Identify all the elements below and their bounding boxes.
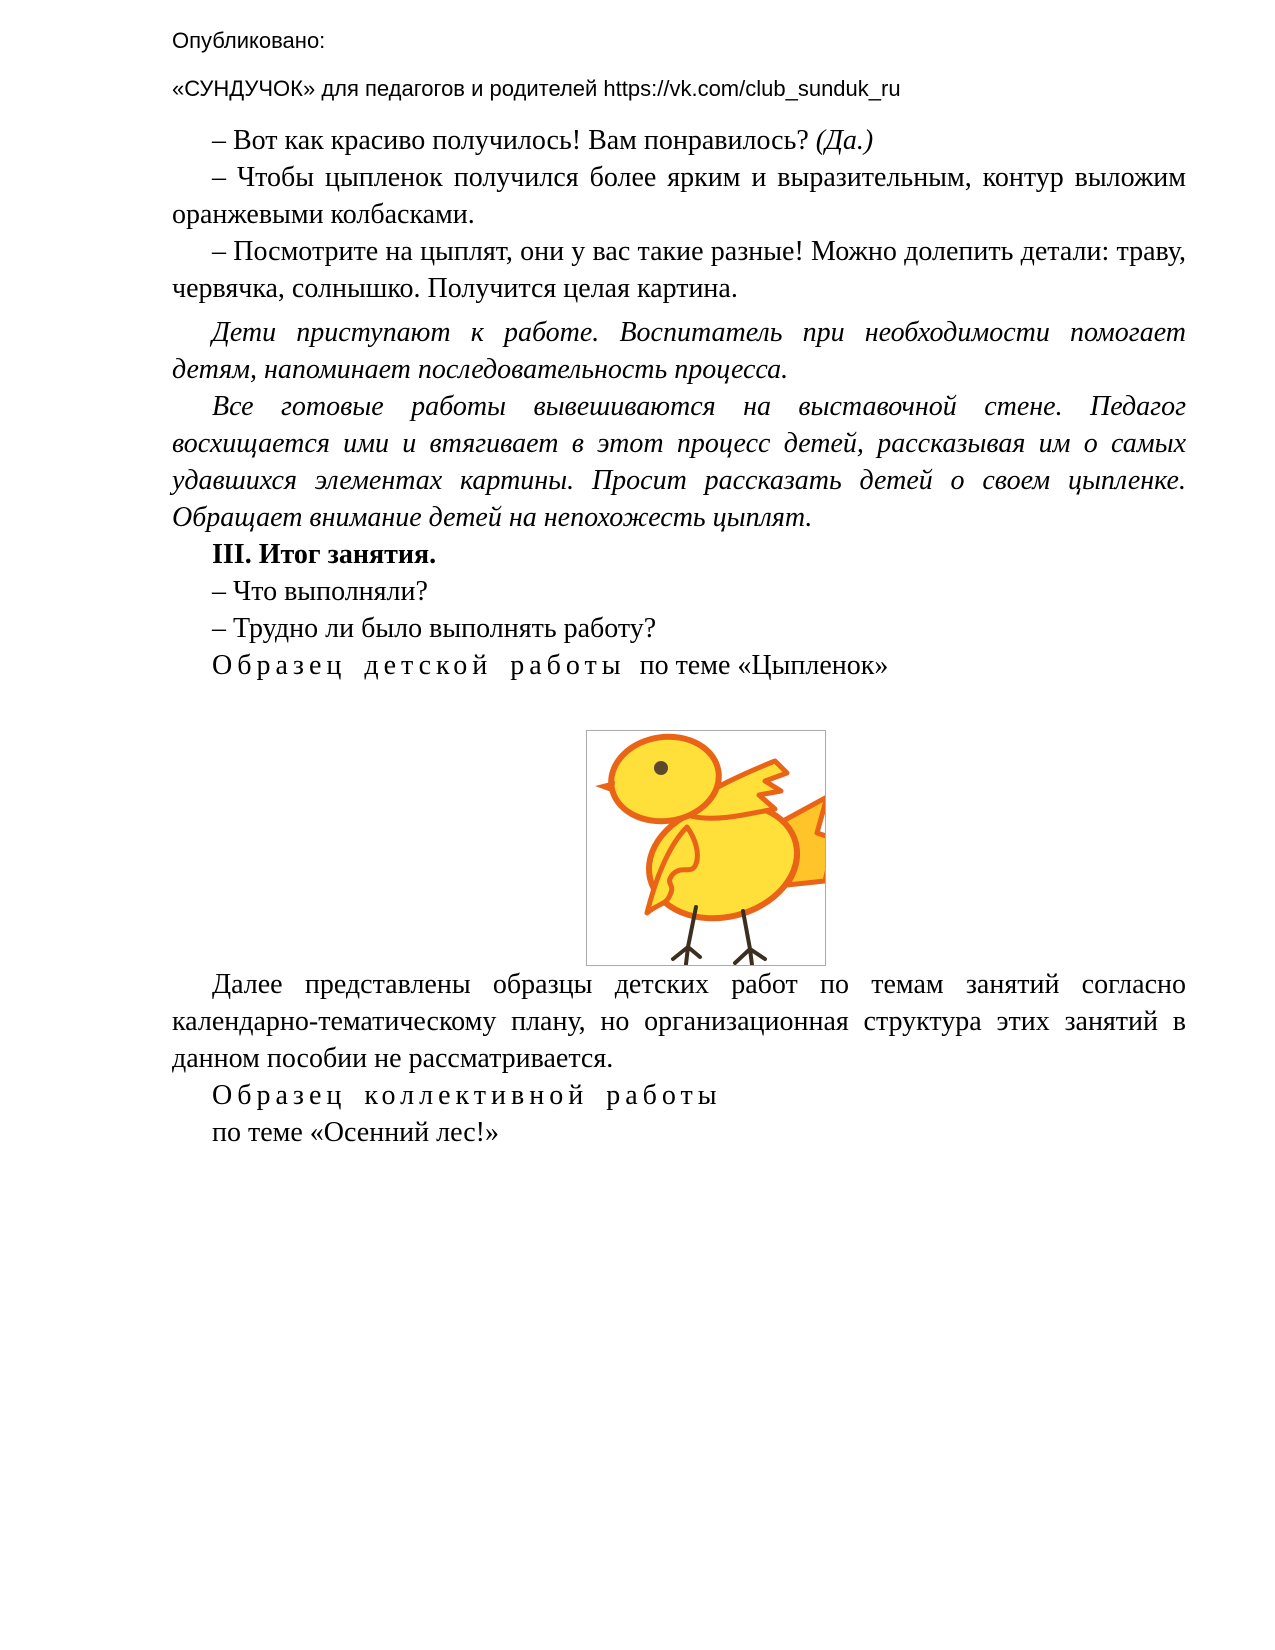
- chick-drawing: [587, 731, 825, 965]
- chick-beak: [595, 781, 615, 793]
- caption-collective-line1: [172, 1077, 1186, 1114]
- caption-child-work: [172, 647, 1186, 684]
- caption-collective-spaced: Образец коллективной работы: [212, 1080, 722, 1111]
- document-body: [172, 122, 1186, 1151]
- caption-child-work-spaced: Образец детской работы: [212, 650, 626, 681]
- published-label: Опубликовано:: [172, 28, 326, 53]
- teacher-note-paragraph-2: Все готовые работы вывешиваются на выставочной стене. Педагог восхищается ими и втягивает в этот процесс детей, рассказывая им о самых удавшихся элементах картины. Просит рассказать детей о своем цыпленке. Обращает внимание детей на непохожесть цыплят.: [172, 391, 1186, 533]
- dialogue-paragraph-1: [172, 122, 1186, 159]
- dialogue-paragraph-2: – Чтобы цыпленок получился более ярким и выразительным, контур выложим оранжевыми колбасками.: [172, 162, 1186, 230]
- question-line-1: – Что выполняли?: [212, 576, 428, 607]
- closing-paragraph: Далее представлены образцы детских работ по темам занятий согласно календарно-тематическому плану, но организационная структура этих занятий в данном пособии не рассматривается.: [172, 969, 1186, 1074]
- question-line-2: – Трудно ли было выполнять работу?: [212, 613, 657, 644]
- dialogue-paragraph-3: – Посмотрите на цыплят, они у вас такие разные! Можно долепить детали: траву, червячка, солнышко. Получится целая картина.: [172, 236, 1186, 304]
- caption-collective-line2: по теме «Осенний лес!»: [212, 1117, 499, 1148]
- dialogue-text: – Вот как красиво получилось! Вам понравилось?: [212, 125, 816, 156]
- section-heading: III. Итог занятия.: [212, 539, 437, 570]
- source-line: «СУНДУЧОК» для педагогов и родителей https://vk.com/club_sunduk_ru: [172, 76, 901, 101]
- chick-drawing-image: [586, 730, 826, 966]
- dialogue-answer-italic: (Да.): [815, 125, 874, 156]
- chick-eye: [654, 761, 668, 775]
- caption-child-work-rest: по теме «Цыпленок»: [639, 650, 889, 681]
- teacher-note-paragraph-1: Дети приступают к работе. Воспитатель при необходимости помогает детям, напоминает последовательность процесса.: [172, 317, 1186, 385]
